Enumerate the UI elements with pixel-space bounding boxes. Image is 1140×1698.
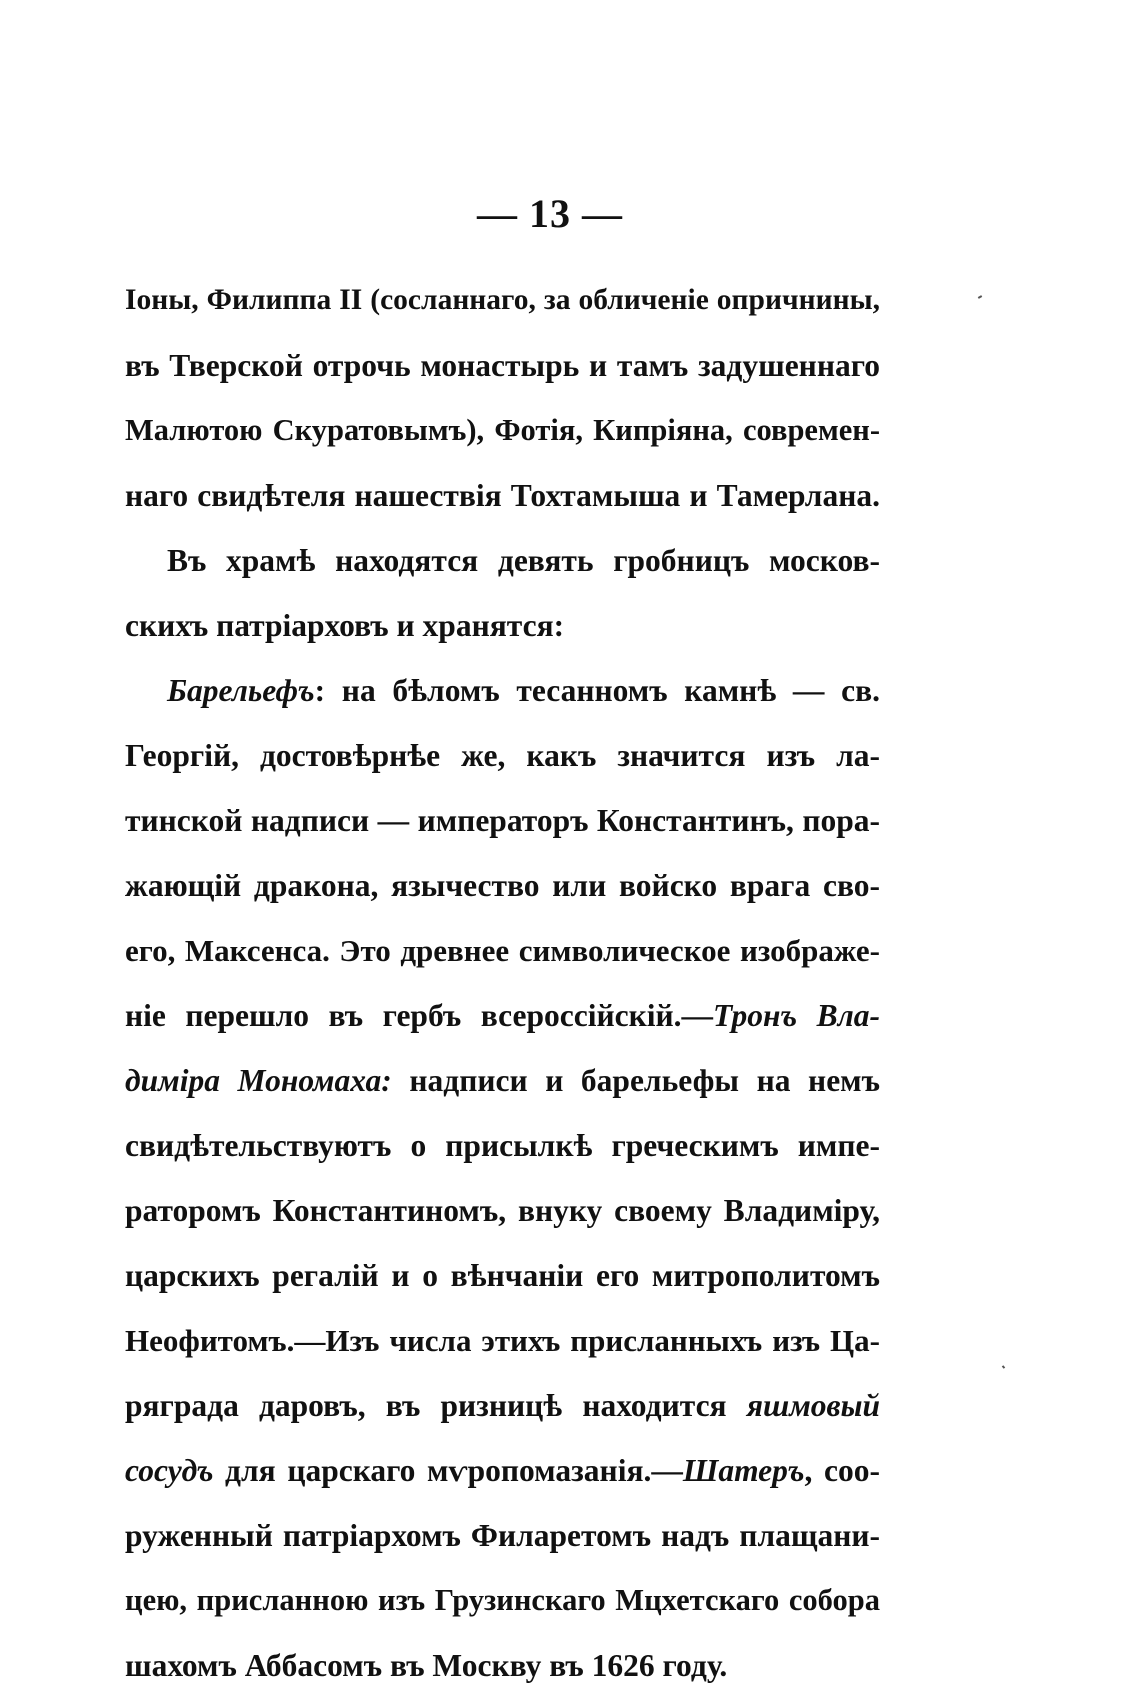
text-line: тинской надписи — императоръ Константинъ, пора- (125, 803, 880, 838)
page-number: — 13 — (477, 191, 623, 236)
text-line: Въ храмѣ находятся девять гробницъ москов- (167, 543, 880, 578)
italic-term: яшмовый (746, 1388, 880, 1423)
text-line: сосудъ для царскаго мѵропомазанія.—Шатеръ, соо- (125, 1453, 880, 1488)
italic-term: Тронъ Вла- (713, 998, 880, 1033)
text-line: ніе перешло въ гербъ всероссійскій.—Тронъ Вла- (125, 998, 880, 1033)
italic-term: диміра Мономаха: (125, 1063, 392, 1098)
text-line: ряграда даровъ, въ ризницѣ находится яшмовый (125, 1388, 880, 1423)
text-line: цею, присланною изъ Грузинскаго Мцхетскаго собора (125, 1583, 880, 1617)
text-line: Малютою Скуратовымъ), Фотія, Кипріяна, современ- (125, 413, 880, 447)
text-line: раторомъ Константиномъ, внуку своему Владиміру, (125, 1193, 880, 1228)
text-line: шахомъ Аббасомъ въ Москву въ 1626 году. (125, 1648, 728, 1683)
italic-term: Шатеръ (682, 1453, 805, 1488)
text-line: царскихъ регалій и о вѣнчаніи его митрополитомъ (125, 1258, 880, 1293)
text-line: его, Максенса. Это древнее символическое изображе- (125, 933, 880, 968)
print-speck (978, 295, 982, 299)
italic-term: сосудъ (125, 1453, 214, 1488)
text-line: Георгій, достовѣрнѣе же, какъ значится изъ ла- (125, 738, 880, 773)
text-line: скихъ патріарховъ и хранятся: (125, 608, 565, 643)
text-line: наго свидѣтеля нашествія Тохтамыша и Тамерлана. (125, 478, 880, 513)
text-line: свидѣтельствуютъ о присылкѣ греческимъ импе- (125, 1128, 880, 1163)
italic-term: Барельефъ (167, 673, 315, 708)
text-line: Барельефъ: на бѣломъ тесанномъ камнѣ — св. (167, 673, 880, 708)
print-speck (1002, 1365, 1005, 1369)
text-line: руженный патріархомъ Филаретомъ надъ плащани- (125, 1518, 880, 1553)
text-line: въ Тверской отрочь монастырь и тамъ задушеннаго (125, 348, 880, 383)
body-text (125, 268, 880, 1698)
text-line: диміра Мономаха: надписи и барельефы на немъ (125, 1063, 880, 1098)
text-line: Неофитомъ.—Изъ числа этихъ присланныхъ изъ Ца- (125, 1323, 880, 1358)
text-line: жающій дракона, язычество или войско врага сво- (125, 868, 880, 903)
text-line: Іоны, Филиппа II (сосланнаго, за обличеніе опричнины, (125, 284, 880, 316)
